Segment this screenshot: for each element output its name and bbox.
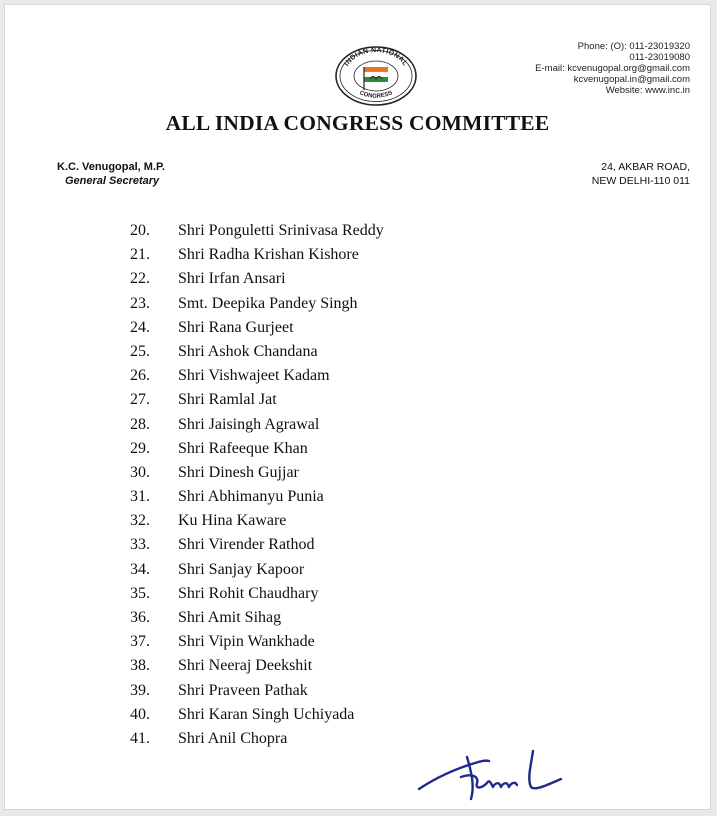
letter-page [4,4,711,810]
list-item [130,509,384,533]
email-line-2: kcvenugopal.in@gmail.com [573,74,690,85]
member-name: Smt. Deepika Pandey Singh [178,294,358,312]
email-line: E-mail: kcvenugopal.org@gmail.com [535,63,690,74]
list-number: 24. [130,318,150,336]
list-number: 30. [130,463,150,481]
list-number: 22. [130,270,150,288]
member-list [130,219,384,751]
list-item [130,679,384,703]
list-number: 39. [130,681,150,699]
svg-text:INDIAN NATIONAL: INDIAN NATIONAL [343,46,409,68]
member-name: Shri Abhimanyu Punia [178,488,324,506]
list-number: 35. [130,584,150,602]
sender-block [57,160,165,188]
list-number: 40. [130,705,150,723]
list-number: 25. [130,342,150,360]
list-item [130,606,384,630]
list-item [130,582,384,606]
list-item [130,533,384,557]
list-item [130,413,384,437]
contact-block [535,41,690,96]
member-name: Shri Vipin Wankhade [178,633,315,651]
member-name: Shri Virender Rathod [178,536,315,554]
member-name: Shri Vishwajeet Kadam [178,367,330,385]
member-name: Shri Rana Gurjeet [178,318,294,336]
member-name: Shri Karan Singh Uchiyada [178,705,355,723]
list-item [130,558,384,582]
list-number: 34. [130,560,150,578]
list-item [130,437,384,461]
member-name: Shri Ramlal Jat [178,391,277,409]
member-name: Shri Rohit Chaudhary [178,584,319,602]
address-block [592,160,690,188]
list-number: 28. [130,415,150,433]
member-name: Shri Radha Krishan Kishore [178,246,359,264]
member-name: Shri Sanjay Kapoor [178,560,305,578]
member-name: Shri Amit Sihag [178,609,282,626]
svg-text:CONGRESS: CONGRESS [358,90,394,100]
list-item [130,267,384,291]
list-item [130,727,384,751]
list-item [130,485,384,509]
member-name: Ku Hina Kaware [178,512,287,530]
list-number: 37. [130,633,150,651]
phone-line-2: 011-23019080 [629,52,690,63]
member-name: Shri Ponguletti Srinivasa Reddy [178,222,384,239]
list-item [130,654,384,678]
address-line-2: NEW DELHI-110 011 [591,175,690,187]
list-item [130,461,384,485]
list-item [130,243,384,267]
list-number: 38. [130,657,150,675]
list-item [130,292,384,316]
member-name: Shri Dinesh Gujjar [178,463,299,481]
list-number: 20. [130,222,150,239]
list-number: 31. [130,488,150,506]
member-name: Shri Neeraj Deekshit [178,657,313,675]
list-number: 26. [130,367,150,385]
member-name: Shri Ashok Chandana [178,342,318,360]
website-line: Website: www.inc.in [605,85,690,96]
list-item [130,340,384,364]
phone-line: Phone: (O): 011-23019320 [577,41,690,52]
address-line-1: 24, AKBAR ROAD, [601,161,690,173]
member-name: Shri Irfan Ansari [178,270,286,288]
list-number: 29. [130,439,150,457]
member-name: Shri Jaisingh Agrawal [178,415,320,433]
list-number: 41. [130,729,150,747]
list-number: 32. [130,512,150,530]
letterhead-title: ALL INDIA CONGRESS COMMITTEE [165,111,550,135]
list-item [130,703,384,727]
member-name: Shri Praveen Pathak [178,681,308,699]
list-item [130,364,384,388]
member-name: Shri Anil Chopra [178,729,288,747]
list-number: 36. [130,609,150,626]
sender-name: K.C. Venugopal, M.P. [57,161,165,173]
list-item [130,219,384,243]
congress-emblem-icon [333,45,419,107]
signature-icon [415,743,575,805]
member-name: Shri Rafeeque Khan [178,439,308,457]
list-number: 21. [130,246,150,264]
list-number: 33. [130,536,150,554]
list-number: 23. [130,294,150,312]
list-item [130,630,384,654]
sender-role: General Secretary [65,175,160,187]
list-item [130,388,384,412]
list-item [130,316,384,340]
list-number: 27. [130,391,150,409]
